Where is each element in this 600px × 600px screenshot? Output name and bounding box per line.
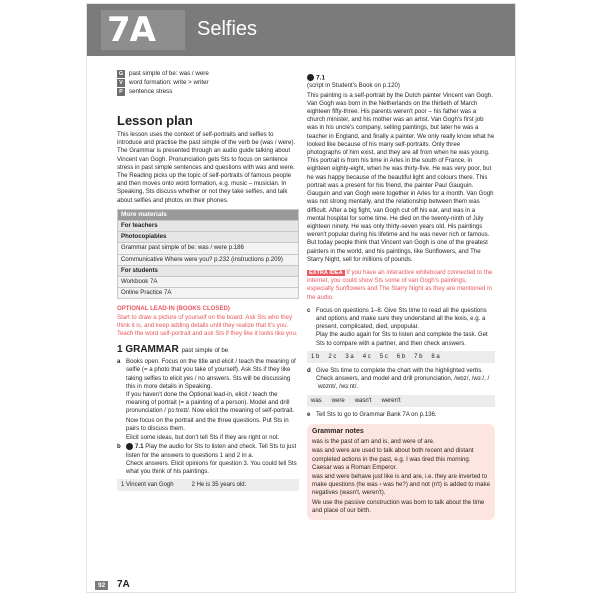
item-text (126, 443, 299, 460)
item-label: b (117, 443, 121, 451)
key-text: word formation: write > writer (129, 79, 209, 86)
item-text: Give Sts time to complete the chart with the highlighted verbs. (316, 366, 483, 374)
item-text: Check answers. Elicit opinions for question 3. You could tell Sts what you think of his paintings. (126, 459, 297, 476)
answer: 1 Vincent van Gogh (121, 482, 174, 489)
audio-icon (307, 74, 314, 81)
vocabulary-key-icon: V (117, 79, 125, 87)
grammar-note: We use the passive construction was born to talk about the time and place of our birth. (312, 498, 485, 514)
optional-lead-in-text: Start to draw a picture of yourself on the board. Ask Sts who they think it is, and keep adding details until they realize that it's you. Teach the word self-portrait and ask Sts if they like it looks like you. (117, 313, 298, 338)
materials-row: For students (118, 265, 298, 276)
item-text: If you haven't done the Optional lead-in, elicit / teach the meaning of portrait (= a painting of a person). Model and drill pronunciation /ˈpɔːtreɪt/. Now elicit the meaning of self-portrait. (126, 391, 295, 415)
item-text: Tell Sts to go to Grammar Bank 7A on p.136. (316, 410, 437, 418)
item-text: Elicit some ideas, but don't tell Sts if they are right or not. (126, 434, 280, 442)
materials-row: For teachers (118, 220, 298, 231)
grammar-item-d (307, 367, 495, 375)
answer: 6 b (396, 353, 406, 360)
grammar-key-icon: G (118, 70, 124, 77)
answer: 5 c (379, 353, 388, 360)
optional-lead-in (117, 305, 299, 338)
key-grammar (117, 69, 287, 78)
key-text: sentence stress (129, 88, 173, 95)
answer: wasn't (354, 397, 372, 404)
left-column (117, 114, 299, 491)
extra-idea-tag: EXTRA IDEA (309, 269, 343, 276)
answers-bar (117, 479, 299, 491)
grammar-subtitle: past simple of be (181, 347, 229, 355)
grammar-notes-title: Grammar notes (312, 427, 364, 435)
footer-unit: 7A (117, 579, 130, 590)
answer: 2 He is 35 years old. (191, 482, 247, 489)
key-text: past simple of be: was / were (129, 70, 209, 77)
answer: 3 a (345, 353, 354, 360)
extra-idea (307, 269, 495, 302)
key-pronunciation (117, 87, 287, 96)
materials-row: Communicative Where were you? p.232 (instructions p.209) (118, 254, 298, 265)
lesson-plan-title: Lesson plan (117, 113, 193, 128)
grammar-number: 1 GRAMMAR (117, 344, 179, 356)
item-text: Play the audio again for Sts to listen and complete the task. Get Sts to compare with a partner, and then check answers. (316, 331, 488, 347)
answer: were (331, 397, 345, 404)
grammar-notes-box (307, 424, 495, 520)
script-track: 7.1 (316, 74, 326, 82)
script-text: This painting is a self-portrait by the Dutch painter Vincent van Gogh. Van Gogh was born in the Netherlands on the thirtieth of March eighteen fifty-three. His parents weren't poor – his father was a church minister, and his mother was an artist. Van Gogh's first job was in his uncle's company, selling paintings, but later he was a teacher in England, and finally a painter. We only really know what he looked like because of his many self-portraits. Only three photographs of him exist, and they are all from when he was young. This portrait is from his time in Arles in the south of France, in eighteen eighty-eight, when he was thirty-five. He was very poor, but he was happy because of the beautiful light and colours there. This portrait was a present for his friend, the painter Paul Gauguin. Gauguin and van Gogh were together in Arles for a month. Van Gogh was not strong mentally, and the relationship between them was difficult. After a big fight, van Gogh cut off his ear, and was in a mental hospital for some time. He died on the twenty-ninth of July eighteen ninety. He was only thirty-seven years old. His paintings weren't popular during his lifetime and he was never rich or famous. But today people think that Vincent van Gogh is one of the greatest painters in the world, and his paintings, like Sunflowers, and The Starry Night, sell for millions of pounds. (307, 91, 495, 263)
lesson-plan-text: This lesson uses the context of self-portraits and selfies to introduce and practise the past simple of the verb be (was / were). The Grammar is presented through an audio guide talking about Vincent van Gogh. Pronunciation gets Sts to focus on sentence stress in past simple sentences and questions with was and were. The Reading picks up the topic of self-portraits of famous people and then moves onto word formation, e.g. music – musician. In Speaking, Sts discuss whether or not they take selfies, and talk about selfies and photos on their phones. (117, 131, 296, 204)
pronunciation-key-icon: P (117, 88, 125, 96)
answer: 4 c (362, 353, 371, 360)
answer: 8 a (431, 353, 440, 360)
item-text: Books open. Focus on the title and elicit / teach the meaning of selfie (= a photo that you take of yourself). Ask Sts if they like taking selfies to elicit yes / no answers. Sts will be discussing this in more details in Speaking. (126, 358, 296, 390)
item-text: Play the audio for Sts to listen and check. Tell Sts to just listen for the answers to questions 1 and 2 in a. (126, 443, 297, 459)
unit-number: 7A (101, 10, 185, 50)
grammar-item-b (117, 443, 299, 460)
answers-bar (307, 395, 495, 407)
answer: 7 b (414, 353, 423, 360)
extra-idea-text: If you have an interactive whiteboard connected to the internet, you could show Sts some of van Gogh's paintings, especially Sunflowers and The Starry Night as they are mentioned in the audio. (307, 268, 493, 301)
item-label: a (117, 358, 121, 366)
item-label: d (307, 366, 311, 374)
more-materials-box (117, 209, 299, 300)
item-text: Check answers, and model and drill pronunciation, /wɒz/, /wɜː/, /ˈwɒznt/, /wɜːnt/. (316, 375, 490, 391)
grammar-note: was and were are used to talk about both recent and distant completed actions in the past, e.g. I was tired this morning. Caesar was a Roman Emperor. (312, 447, 474, 471)
grammar-item-a (117, 358, 299, 391)
materials-row: Online Practice 7A (118, 287, 298, 298)
grammar-section-title (117, 344, 299, 357)
grammar-item-e (307, 411, 495, 419)
right-column (307, 74, 495, 520)
more-materials-title: More materials (118, 210, 298, 220)
audio-track: 7.1 (135, 443, 144, 451)
script-title (307, 74, 495, 82)
answer: weren't (381, 397, 401, 404)
grammar-note: was is the past of am and is, and were of are. (312, 438, 435, 446)
answer: 1 b (311, 353, 320, 360)
page-number: 92 (95, 581, 108, 590)
grammar-item-c (307, 307, 495, 332)
item-text: Now focus on the portrait and the three questions. Put Sts in pairs to discuss them. (126, 416, 289, 432)
materials-row: Photocopiables (118, 231, 298, 242)
answer: was (311, 397, 322, 404)
item-text: Focus on questions 1–8. Give Sts time to read all the questions and options and make sure they understand all the lexis, e.g. a present, complicated, died, unpopular. (316, 306, 487, 331)
item-label: e (307, 410, 311, 418)
lesson-keys (117, 69, 287, 96)
materials-row: Workbook 7A (118, 276, 298, 287)
item-label: c (307, 306, 311, 314)
unit-header (87, 4, 516, 56)
unit-title: Selfies (197, 18, 258, 40)
answer: 2 c (328, 353, 337, 360)
optional-lead-in-tag: OPTIONAL LEAD-IN (BOOKS CLOSED) (117, 305, 230, 313)
page-footer (87, 579, 516, 593)
page (86, 3, 516, 593)
materials-row: Grammar past simple of be: was / were p.186 (118, 242, 298, 253)
key-vocabulary (117, 78, 287, 87)
script-note: (script in Student's Book on p.120) (307, 82, 400, 90)
audio-icon (126, 443, 133, 450)
answers-bar (307, 351, 495, 363)
grammar-note: was and were behave just like is and are, i.e. they are inverted to make questions (he was › was he?) and not (n't) is added to make negatives (wasn't, weren't). (312, 472, 490, 497)
